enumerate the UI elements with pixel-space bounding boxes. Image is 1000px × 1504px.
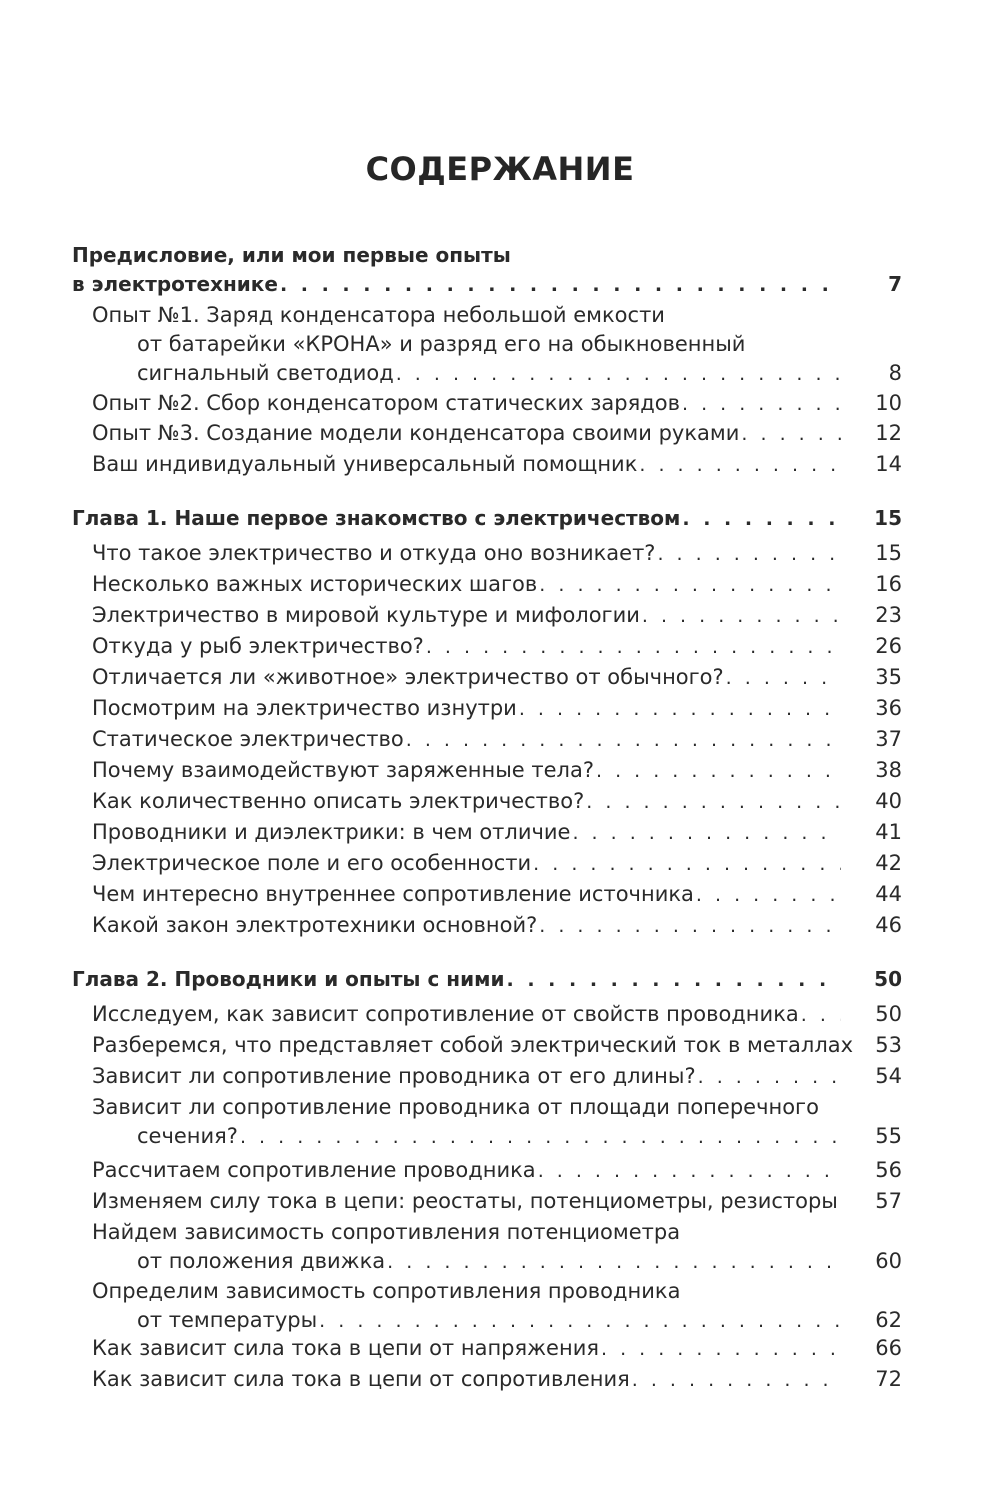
toc-entry-text: Определим зависимость сопротивления проводника <box>92 1279 681 1303</box>
toc-page-number: 53 <box>875 1033 902 1057</box>
toc-entry-line <box>92 910 845 940</box>
toc-entry-text: Рассчитаем сопротивление проводника <box>92 1158 536 1182</box>
leader-dots <box>280 270 841 300</box>
toc-page-number: 7 <box>888 272 902 296</box>
toc-entry-text: Опыт №2. Сбор конденсатором статических зарядов <box>92 391 680 415</box>
toc-page-number: 66 <box>875 1336 902 1360</box>
toc-entry-line <box>92 724 845 754</box>
toc-entry-line <box>92 631 845 661</box>
page-title: СОДЕРЖАНИЕ <box>365 150 635 188</box>
leader-dots <box>596 756 841 786</box>
toc-entry-text: Разберемся, что представляет собой электрический ток в металлах <box>92 1033 854 1057</box>
leader-dots <box>319 1306 841 1336</box>
toc-entry-text: Глава 1. Наше первое знакомство с электричеством <box>72 506 681 530</box>
toc-entry-line <box>92 1030 854 1060</box>
leader-dots <box>240 1122 841 1152</box>
leader-dots <box>506 965 841 995</box>
toc-page-number: 16 <box>875 572 902 596</box>
toc-entry-line <box>92 418 845 448</box>
toc-entry-line <box>92 600 845 630</box>
leader-dots <box>406 725 841 755</box>
toc-page-number: 35 <box>875 665 902 689</box>
toc-page-number: 26 <box>875 634 902 658</box>
toc-entry-text: от положения движка <box>137 1249 386 1273</box>
toc-page-number: 37 <box>875 727 902 751</box>
leader-dots <box>657 539 841 569</box>
toc-entry-text: Опыт №3. Создание модели конденсатора своими руками <box>92 421 740 445</box>
toc-entry-text: Зависит ли сопротивление проводника от площади поперечного <box>92 1095 819 1119</box>
toc-page-number: 54 <box>875 1064 902 1088</box>
leader-dots <box>682 504 841 534</box>
toc-entry-text: Несколько важных исторических шагов <box>92 572 538 596</box>
toc-page-number: 10 <box>875 391 902 415</box>
leader-dots <box>586 787 841 817</box>
toc-page-number: 23 <box>875 603 902 627</box>
toc-page-number: 60 <box>875 1249 902 1273</box>
toc-page-number: 56 <box>875 1158 902 1182</box>
toc-entry-text: Как зависит сила тока в цепи от напряжения <box>92 1336 599 1360</box>
toc-entry-text: Почему взаимодействуют заряженные тела? <box>92 758 594 782</box>
toc-entry-text: Чем интересно внутреннее сопротивление источника <box>92 882 694 906</box>
leader-dots <box>642 601 841 631</box>
toc-entry-line <box>92 1217 680 1247</box>
toc-entry-line <box>92 1155 845 1185</box>
leader-dots <box>519 694 841 724</box>
toc-entry-line <box>72 503 845 533</box>
leader-dots <box>741 419 841 449</box>
toc-entry-line <box>137 1121 845 1151</box>
toc-page-number: 50 <box>875 1002 902 1026</box>
toc-page-number: 12 <box>875 421 902 445</box>
toc-entry-text: Изменяем силу тока в цепи: реостаты, потенциометры, резисторы <box>92 1189 838 1213</box>
toc-entry-text: Глава 2. Проводники и опыты с ними <box>72 967 505 991</box>
toc-entry-line <box>92 693 845 723</box>
leader-dots <box>539 911 841 941</box>
toc-page-number: 57 <box>875 1189 902 1213</box>
toc-entry-line <box>92 569 845 599</box>
toc-page-number: 46 <box>875 913 902 937</box>
toc-entry-line <box>92 1061 845 1091</box>
toc-entry-text: от батарейки «КРОНА» и разряд его на обыкновенный <box>137 332 746 356</box>
toc-page-number: 40 <box>875 789 902 813</box>
toc-entry-line <box>92 999 845 1029</box>
toc-page-number: 50 <box>874 967 902 991</box>
toc-entry-line <box>137 358 845 388</box>
toc-entry-line <box>92 300 665 330</box>
toc-entry-text: сигнальный светодиод <box>137 361 394 385</box>
toc-entry-line <box>92 786 845 816</box>
toc-entry-text: Посмотрим на электричество изнутри <box>92 696 517 720</box>
toc-page-number: 62 <box>875 1308 902 1332</box>
toc-entry-line <box>137 1305 845 1335</box>
leader-dots <box>396 359 841 389</box>
toc-entry-text: Опыт №1. Заряд конденсатора небольшой емкости <box>92 303 665 327</box>
toc-entry-line <box>92 817 845 847</box>
toc-entry-line <box>92 848 845 878</box>
toc-entry-text: Зависит ли сопротивление проводника от его длины? <box>92 1064 696 1088</box>
toc-entry-line <box>92 1186 845 1216</box>
leader-dots <box>698 1062 841 1092</box>
leader-dots <box>572 818 841 848</box>
toc-entry-line <box>92 1276 680 1306</box>
toc-entry-line <box>92 1333 845 1363</box>
toc-page-number: 42 <box>875 851 902 875</box>
toc-entry-text: в электротехнике <box>72 272 278 296</box>
leader-dots <box>538 1156 841 1186</box>
leader-dots <box>426 632 841 662</box>
toc-entry-text: сечения? <box>137 1124 238 1148</box>
toc-entry-line <box>92 1092 819 1122</box>
toc-entry-line <box>92 1364 845 1394</box>
toc-entry-text: Как количественно описать электричество? <box>92 789 585 813</box>
leader-dots <box>682 389 841 419</box>
toc-entry-line <box>92 388 845 418</box>
toc-page-number: 15 <box>875 541 902 565</box>
toc-entry-text: Электрическое поле и его особенности <box>92 851 532 875</box>
toc-entry-text: Электричество в мировой культуре и мифологии <box>92 603 640 627</box>
toc-entry-text: Предисловие, или мои первые опыты <box>72 243 511 267</box>
toc-entry-text: Проводники и диэлектрики: в чем отличие <box>92 820 571 844</box>
leader-dots <box>533 849 841 879</box>
leader-dots <box>696 880 841 910</box>
toc-entry-line <box>92 755 845 785</box>
leader-dots <box>539 570 841 600</box>
toc-page-number: 44 <box>875 882 902 906</box>
leader-dots <box>387 1247 841 1277</box>
toc-entry-line <box>92 662 845 692</box>
toc-page-number: 14 <box>875 452 902 476</box>
toc-entry-text: Отличается ли «животное» электричество от обычного? <box>92 665 724 689</box>
toc-entry-text: от температуры <box>137 1308 318 1332</box>
toc-page-number: 8 <box>888 361 902 385</box>
leader-dots <box>726 663 841 693</box>
toc-entry-text: Найдем зависимость сопротивления потенциометра <box>92 1220 681 1244</box>
toc-entry-line <box>72 269 845 299</box>
toc-entry-text: Исследуем, как зависит сопротивление от свойств проводника <box>92 1002 799 1026</box>
toc-entry-text: Ваш индивидуальный универсальный помощник <box>92 452 638 476</box>
toc-entry-line <box>137 329 745 359</box>
toc-entry-line <box>72 964 845 994</box>
toc-entry-text: Статическое электричество <box>92 727 404 751</box>
toc-page-number: 36 <box>875 696 902 720</box>
leader-dots <box>840 1187 841 1217</box>
leader-dots <box>632 1365 841 1395</box>
toc-page-number: 72 <box>875 1367 902 1391</box>
toc-page-number: 38 <box>875 758 902 782</box>
toc-entry-line <box>92 449 845 479</box>
toc-page-number: 55 <box>875 1124 902 1148</box>
toc-entry-line <box>72 240 511 270</box>
leader-dots <box>639 450 841 480</box>
toc-entry-text: Как зависит сила тока в цепи от сопротивления <box>92 1367 630 1391</box>
toc-entry-text: Какой закон электротехники основной? <box>92 913 538 937</box>
toc-entry-line <box>137 1246 845 1276</box>
toc-entry-text: Что такое электричество и откуда оно возникает? <box>92 541 656 565</box>
toc-entry-line <box>92 538 845 568</box>
leader-dots <box>601 1334 841 1364</box>
leader-dots <box>801 1000 841 1030</box>
toc-entry-text: Откуда у рыб электричество? <box>92 634 424 658</box>
toc-page-number: 15 <box>874 506 902 530</box>
toc-entry-line <box>92 879 845 909</box>
toc-page-number: 41 <box>875 820 902 844</box>
